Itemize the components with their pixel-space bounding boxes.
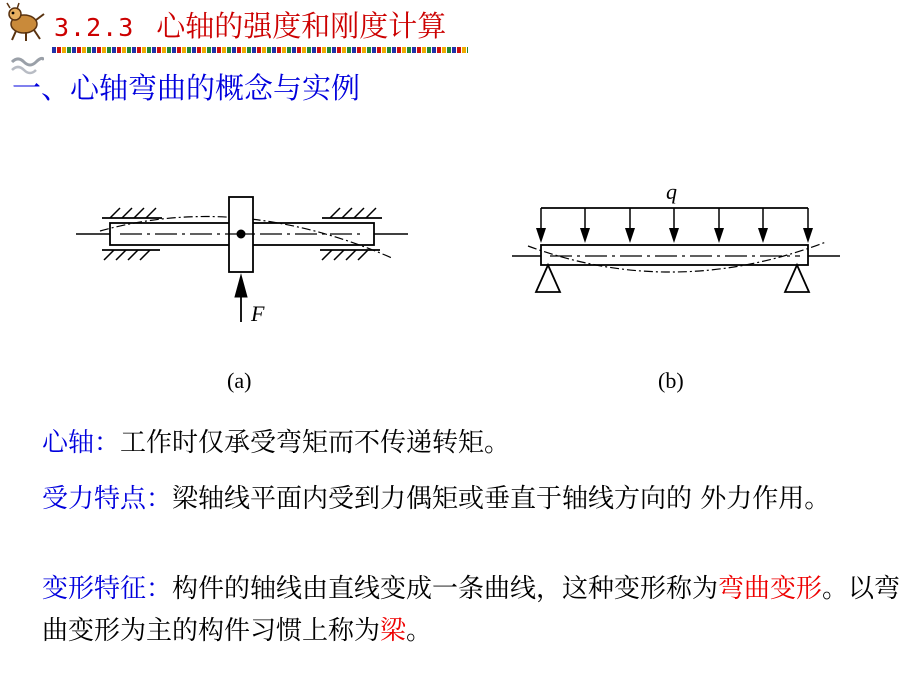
highlight-beam: 梁: [380, 616, 407, 646]
term-label: 心轴：: [42, 428, 121, 458]
figure-b-beam: [512, 208, 840, 292]
deformation-paragraph: [42, 568, 902, 652]
definition-text: 工作时仅承受弯矩而不传递转矩。: [120, 428, 511, 458]
title-text: 心轴的强度和刚度计算: [156, 9, 447, 43]
highlight-bending-deformation: 弯曲变形: [718, 574, 823, 604]
deformation-text-middle: 。以弯曲变形为主的构件习惯上称为: [42, 574, 901, 646]
deformation-text: 构件的轴线由直线变成一条曲线，这种变形称为: [172, 574, 719, 604]
load-label: q: [666, 179, 677, 204]
term-label: 变形特征：: [42, 574, 173, 604]
force-feature-text: 梁轴线平面内受到力偶矩或垂直于轴线方向的 外力作用。: [172, 484, 831, 514]
force-label: F: [251, 301, 265, 326]
term-label: 受力特点：: [42, 484, 173, 514]
figure-a-shaft: [76, 197, 408, 322]
figure-b-caption: (b): [658, 368, 684, 393]
force-feature-paragraph: [42, 478, 902, 520]
section-heading: 一、心轴弯曲的概念与实例: [12, 71, 361, 105]
definition-paragraph: [42, 422, 902, 464]
figure-a-caption: (a): [227, 368, 252, 393]
title-number: 3.2.3: [54, 13, 135, 42]
deformation-text-end: 。: [406, 616, 433, 646]
